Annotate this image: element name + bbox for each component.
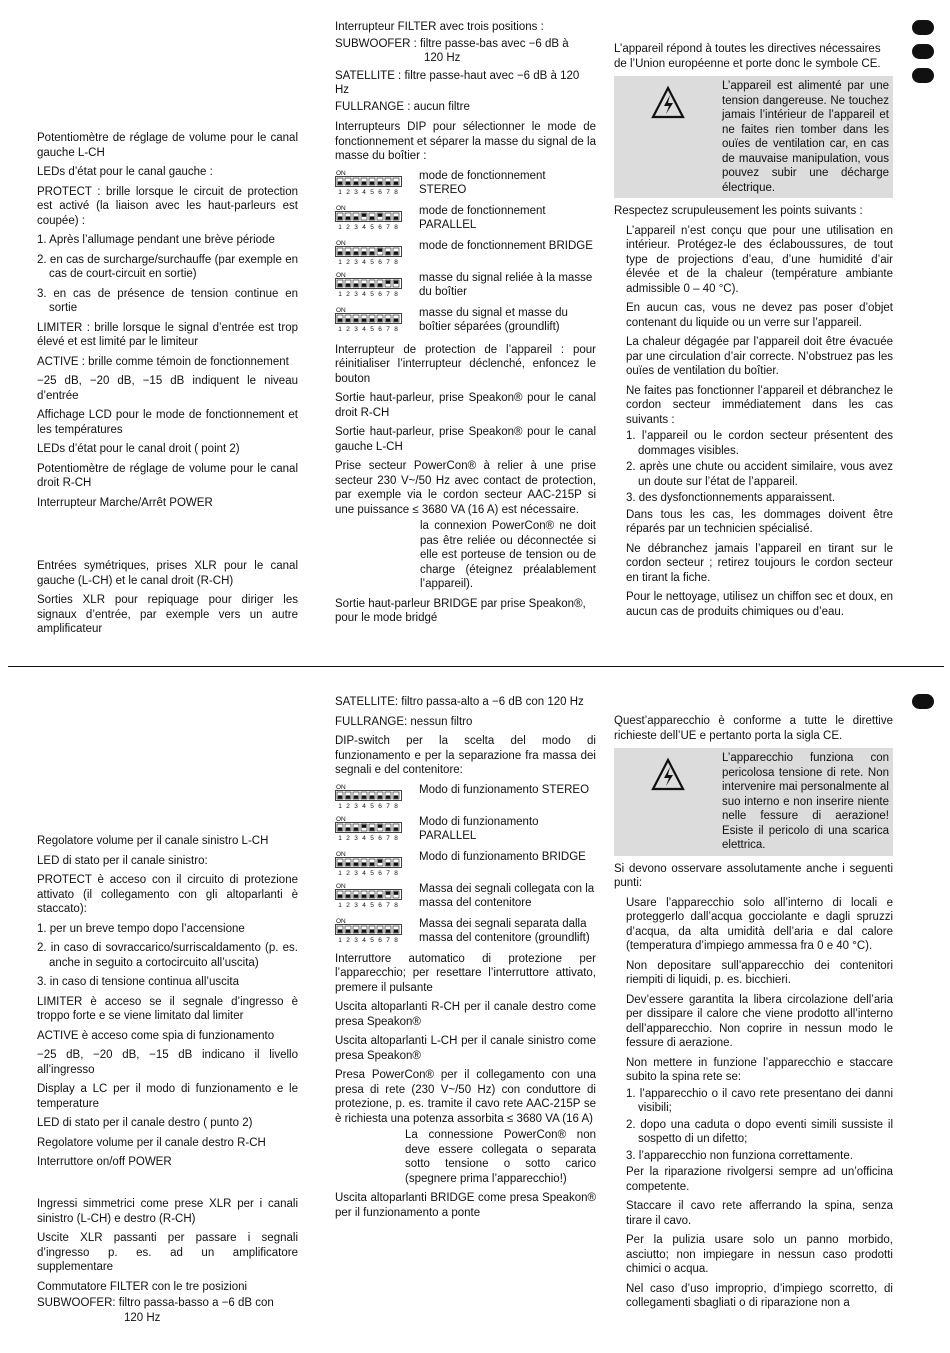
dip-number: 3 <box>354 802 358 809</box>
dip-number: 2 <box>346 223 350 230</box>
list-item: Ne faites pas fonctionner l’appareil et débranchez le cordon secteur immédiatement dans les cas suivants : <box>626 384 893 426</box>
dip-on-label: ON <box>336 917 346 925</box>
paragraph: Regolatore volume per il canale sinistro L-CH <box>37 835 269 847</box>
dip-switch-diagram <box>335 850 403 876</box>
dip-switch-diagram <box>335 204 403 230</box>
dip-number: 1 <box>338 869 342 876</box>
paragraph: Sortie haut-parleur BRIDGE par prise Speakon®, pour le mode bridgé <box>335 597 586 624</box>
dip-switch-row <box>335 850 596 876</box>
dip-switch-row <box>335 917 596 946</box>
dip-number: 7 <box>386 290 390 297</box>
list-item: Dev’essere garantita la libera circolazione dell’aria per dissipare il calore che viene prodotto all’interno dell’apparecchio. Non coprire in nessun modo le fessure di aerazione. <box>626 993 893 1049</box>
paragraph: Entrées symétriques, prises XLR pour le canal gauche (L-CH) et le canal droit (R-CH) <box>37 560 298 587</box>
dip-switch-diagram <box>335 917 403 943</box>
dip-number: 3 <box>354 869 358 876</box>
dip-number: 3 <box>354 188 358 195</box>
dip-number: 2 <box>346 188 350 195</box>
dip-number: 6 <box>378 869 382 876</box>
dip-number: 1 <box>338 325 342 332</box>
dip-number: 6 <box>378 188 382 195</box>
paragraph: LIMITER : brille lorsque le signal d’entrée est trop élevé et est limité par le limiteur <box>37 321 298 348</box>
list-item: 3. en cas de présence de tension continue en sortie <box>37 287 298 314</box>
list-item: L’appareil n’est conçu que pour une utilisation en intérieur. Protégez-le des éclaboussures, de tout type de projections d’eau, d’une humidité d’air élevée et de la chaleur (température ambiante admissible 0 – 40 °C). <box>626 224 893 295</box>
dip-number: 5 <box>370 802 374 809</box>
paragraph: Display a LC per il modo di funzionamento e le temperature <box>37 1083 298 1110</box>
dip-number: 7 <box>386 325 390 332</box>
list-item: 3. des dysfonctionnements apparaissent. <box>626 492 836 504</box>
dip-label: Massa dei segnali separata dalla massa del contenitore (groundlift) <box>419 917 590 944</box>
dip-number: 5 <box>370 258 374 265</box>
dip-number: 4 <box>362 290 366 297</box>
dip-label: mode de fonctionnement STEREO <box>419 169 546 196</box>
dip-number: 6 <box>378 223 382 230</box>
dip-number: 6 <box>378 802 382 809</box>
dip-number: 2 <box>346 258 350 265</box>
dip-number: 6 <box>378 901 382 908</box>
electric-shock-warning-icon <box>614 79 722 195</box>
paragraph: Potentiomètre de réglage de volume pour le canal droit R-CH <box>37 462 298 489</box>
paragraph: Uscite XLR passanti per passare i segnali d’ingresso p. es. ad un amplificatore supplementare <box>37 1232 298 1273</box>
dip-number: 4 <box>362 258 366 265</box>
list-item: Pour le nettoyage, utilisez un chiffon sec et doux, en aucun cas de produits chimiques ou d’eau. <box>626 591 893 618</box>
dip-number: 3 <box>354 901 358 908</box>
list-item: 1. Après l’allumage pendant une brève période <box>37 234 275 246</box>
dip-label: masse du signal et masse du boîtier séparées (groundlift) <box>419 306 568 333</box>
dip-number: 5 <box>370 325 374 332</box>
dip-number: 2 <box>346 869 350 876</box>
list-item: 1. l’apparecchio o il cavo rete presentano dei danni visibili; <box>626 1087 893 1114</box>
dip-number: 3 <box>354 258 358 265</box>
paragraph: LED di stato per il canale destro ( punto 2) <box>37 1117 253 1129</box>
dip-switch-row <box>335 783 596 809</box>
dip-number: 7 <box>386 258 390 265</box>
list-item: 1. l’appareil ou le cordon secteur présentent des dommages visibles. <box>626 430 893 457</box>
dip-number: 1 <box>338 802 342 809</box>
dip-number: 7 <box>386 901 390 908</box>
dip-switch-row <box>335 204 596 233</box>
dip-number: 6 <box>378 834 382 841</box>
paragraph: Si devono osservare assolutamente anche i seguenti punti: <box>614 862 893 889</box>
paragraph: Affichage LCD pour le mode de fonctionnement et les températures <box>37 409 298 436</box>
dip-switch-row <box>335 169 596 198</box>
dip-on-label: ON <box>336 850 346 858</box>
safety-list <box>614 224 893 620</box>
dip-number: 1 <box>338 901 342 908</box>
list-item: Non depositare sull’apparecchio dei contenitori riempiti di liquidi, p. es. bicchieri. <box>626 959 893 986</box>
paragraph: PROTECT è acceso con il circuito di protezione attivato (il collegamento con gli altoparlanti è staccato): <box>37 874 298 915</box>
dip-number: 3 <box>354 834 358 841</box>
dip-number: 4 <box>362 223 366 230</box>
dip-number: 1 <box>338 188 342 195</box>
dip-number: 5 <box>370 223 374 230</box>
dip-label: Modo di funzionamento BRIDGE <box>419 850 586 863</box>
list-item: 2. in caso di sovraccarico/surriscaldamento (p. es. anche in seguito a cortocircuito all’uscita) <box>37 942 298 969</box>
dip-label: mode de fonctionnement PARALLEL <box>419 204 546 231</box>
dip-on-label: ON <box>336 815 346 823</box>
list-item: Non mettere in funzione l’apparecchio e staccare subito la spina rete se: <box>626 1056 893 1083</box>
dip-switch-row <box>335 882 596 911</box>
dip-number: 4 <box>362 936 366 943</box>
paragraph: Sortie haut-parleur, prise Speakon® pour le canal gauche L-CH <box>335 426 596 453</box>
dip-number: 3 <box>354 936 358 943</box>
paragraph: Sorties XLR pour repiquage pour diriger les signaux d’entrée, par exemple vers un autre amplificateur <box>37 594 298 635</box>
dip-number: 1 <box>338 258 342 265</box>
warning-box <box>614 76 893 198</box>
paragraph: SUBWOOFER: filtro passa-basso a −6 dB con <box>37 1297 274 1309</box>
dip-number: 1 <box>338 936 342 943</box>
fr-column-3 <box>614 42 893 624</box>
dip-number: 6 <box>378 258 382 265</box>
list-item: 3. l’apparecchio non funziona correttamente. <box>626 1149 853 1162</box>
dip-on-label: ON <box>336 306 346 314</box>
paragraph: PROTECT : brille lorsque le circuit de protection est activé (la liaison avec les haut-parleurs est coupée) : <box>37 185 298 227</box>
paragraph: ACTIVE : brille comme témoin de fonctionnement <box>37 355 289 368</box>
note: la connexion PowerCon® ne doit pas être reliée ou déconnectée si elle est porteuse de tension ou de charge (éteignez préalablement l’appareil). <box>420 520 596 590</box>
warning-box <box>614 748 893 856</box>
dip-on-label: ON <box>336 239 346 247</box>
dip-number: 7 <box>386 188 390 195</box>
paragraph: SUBWOOFER : filtre passe-bas avec −6 dB à <box>335 37 569 50</box>
paragraph: LED di stato per il canale sinistro: <box>37 854 208 867</box>
paragraph: Respectez scrupuleusement les points suivants : <box>614 205 863 217</box>
note: La connessione PowerCon® non deve essere collegata o separata sotto tensione o sotto carico (spegnere prima l’apparecchio!) <box>405 1129 596 1185</box>
paragraph: Interrupteurs DIP pour sélectionner le mode de fonctionnement et séparer la masse du signal de la masse du boîtier : <box>335 121 596 162</box>
dip-on-label: ON <box>336 204 346 212</box>
warning-text: L’appareil est alimenté par une tension dangereuse. Ne touchez jamais l’intérieur de l’appareil et ne faites rien tomber dans les ouïes de ventilation car, en cas de mauvaise manipulation, vous pouvez subir une décharge électrique. <box>722 80 889 194</box>
paragraph: Uscita altoparlanti R-CH per il canale destro come presa Speakon® <box>335 1001 596 1028</box>
dip-on-label: ON <box>336 882 346 890</box>
dip-number: 2 <box>346 901 350 908</box>
paragraph: Interruttore on/off POWER <box>37 1156 172 1168</box>
paragraph: FULLRANGE: nessun filtro <box>335 715 473 728</box>
dip-switch-row <box>335 271 596 300</box>
dip-number: 3 <box>354 223 358 230</box>
paragraph: Interrupteur Marche/Arrêt POWER <box>37 496 213 509</box>
dip-number: 3 <box>354 290 358 297</box>
dip-number: 8 <box>394 802 398 809</box>
paragraph: Dans tous les cas, les dommages doivent être réparés par un technicien spécialisé. <box>626 508 893 535</box>
list-item: Nel caso d’uso improprio, d’impiego scorretto, di collegamenti sbagliati o di riparazione non a <box>626 1282 893 1309</box>
dip-number: 5 <box>370 936 374 943</box>
dip-number: 4 <box>362 869 366 876</box>
paragraph: Interrupteur FILTER avec trois positions : <box>335 21 544 33</box>
dip-number: 8 <box>394 290 398 297</box>
list-item: Ne débranchez jamais l’appareil en tirant sur le cordon secteur ; retirez toujours le cordon secteur en tirant la fiche. <box>626 542 893 584</box>
safety-list <box>614 896 893 1311</box>
dip-switch-diagram <box>335 783 403 809</box>
dip-number: 1 <box>338 834 342 841</box>
list-item: 3. in caso di tensione continua all’uscita <box>37 976 240 988</box>
paragraph: Quest’apparecchio è conforme a tutte le direttive richieste dell’UE e pertanto porta la sigla CE. <box>614 715 893 742</box>
paragraph: Uscita altoparlanti BRIDGE come presa Speakon® per il funzionamento a ponte <box>335 1192 596 1219</box>
dip-number: 1 <box>338 290 342 297</box>
fr-column-1 <box>37 131 298 515</box>
dip-number: 7 <box>386 936 390 943</box>
dip-number: 8 <box>394 188 398 195</box>
dip-number: 4 <box>362 834 366 841</box>
dip-on-label: ON <box>336 783 346 791</box>
language-tab-badge <box>912 68 934 83</box>
it-column-1-bottom <box>37 1197 298 1330</box>
dip-number: 4 <box>362 188 366 195</box>
paragraph: Interrupteur de protection de l’appareil : pour réinitialiser l’interrupteur déclenché, enfoncez le bouton <box>335 343 596 385</box>
dip-number: 5 <box>370 869 374 876</box>
dip-switch-diagram <box>335 882 403 908</box>
language-tab-badge <box>912 20 934 35</box>
dip-number: 5 <box>370 290 374 297</box>
fr-column-1-bottom <box>37 559 298 642</box>
dip-number: 7 <box>386 802 390 809</box>
dip-switch-row <box>335 815 596 844</box>
dip-switch-diagram <box>335 815 403 841</box>
paragraph: ACTIVE è acceso come spia di funzionamento <box>37 1029 275 1042</box>
dip-number: 4 <box>362 325 366 332</box>
list-item: Per la pulizia usare solo un panno morbido, asciutto; non impiegare in nessun caso prodotti chimici o acqua. <box>626 1234 893 1275</box>
dip-number: 2 <box>346 325 350 332</box>
language-tab-badge <box>912 44 934 59</box>
dip-number: 2 <box>346 290 350 297</box>
dip-label: Modo di funzionamento STEREO <box>419 783 590 796</box>
paragraph: Uscita altoparlanti L-CH per il canale sinistro come presa Speakon® <box>335 1035 596 1062</box>
paragraph: Ingressi simmetrici come prese XLR per i canali sinistro (L-CH) e destro (R-CH) <box>37 1198 298 1225</box>
paragraph: Presa PowerCon® per il collegamento con una presa di rete (230 V~/50 Hz) con conduttore di protezione, p. es. tramite il cavo rete AAC-215P se è richiesta una potenza assorbita ≤ 3680 VA (16 A) <box>335 1069 596 1125</box>
paragraph: LIMITER è acceso se il segnale d’ingresso è troppo forte e se viene limitato dal limiter <box>37 995 298 1022</box>
dip-number: 6 <box>378 290 382 297</box>
paragraph: Potentiomètre de réglage de volume pour le canal gauche L-CH <box>37 132 298 159</box>
dip-switch-diagram <box>335 306 403 332</box>
paragraph: −25 dB, −20 dB, −15 dB indicano il livello all’ingresso <box>37 1049 298 1076</box>
dip-switch-diagram <box>335 169 403 195</box>
dip-label: mode de fonctionnement BRIDGE <box>419 239 593 252</box>
dip-number: 8 <box>394 834 398 841</box>
dip-switch-row <box>335 306 596 335</box>
dip-number: 6 <box>378 325 382 332</box>
dip-number: 8 <box>394 869 398 876</box>
it-column-2 <box>335 695 596 1225</box>
dip-number: 4 <box>362 901 366 908</box>
paragraph: Sortie haut-parleur, prise Speakon® pour le canal droit R-CH <box>335 392 596 419</box>
paragraph: 120 Hz <box>424 52 461 64</box>
dip-number: 6 <box>378 936 382 943</box>
list-item: La chaleur dégagée par l’appareil doit être évacuée par une circulation d’air correcte. N’obstruez pas les ouïes de ventilation du boîtier. <box>626 336 893 377</box>
paragraph: SATELLITE: filtro passa-alto a −6 dB con 120 Hz <box>335 696 584 708</box>
it-column-3 <box>614 714 893 1316</box>
dip-number: 1 <box>338 223 342 230</box>
dip-number: 4 <box>362 802 366 809</box>
list-item: 2. en cas de surcharge/surchauffe (par exemple en cas de court-circuit en sortie) <box>37 253 298 280</box>
dip-number: 2 <box>346 834 350 841</box>
section-divider <box>8 666 944 667</box>
paragraph: Prise secteur PowerCon® à relier à une prise secteur 230 V~/50 Hz avec contact de protection, par exemple via le cordon secteur AAC-215P si une puissance ≤ 3680 VA (16 A) est nécessaire. <box>335 460 596 516</box>
dip-number: 8 <box>394 936 398 943</box>
dip-number: 8 <box>394 223 398 230</box>
dip-on-label: ON <box>336 271 346 279</box>
dip-number: 2 <box>346 936 350 943</box>
list-item: 2. dopo una caduta o dopo eventi simili sussiste il sospetto di un difetto; <box>626 1118 893 1145</box>
dip-number: 2 <box>346 802 350 809</box>
dip-number: 5 <box>370 188 374 195</box>
list-item: 2. après une chute ou accident similaire, vous avez un doute sur l’état de l’appareil. <box>626 461 893 488</box>
dip-switch-diagram <box>335 239 403 265</box>
paragraph: DIP-switch per la scelta del modo di funzionamento e per la separazione fra massa dei segnali e del contenitore: <box>335 735 596 776</box>
paragraph: Commutatore FILTER con le tre posizioni <box>37 1280 248 1293</box>
list-item: Staccare il cavo rete afferrando la spina, senza tirare il cavo. <box>626 1200 893 1227</box>
dip-on-label: ON <box>336 169 346 177</box>
list-item: 1. per un breve tempo dopo l’accensione <box>37 922 245 935</box>
paragraph: L’appareil répond à toutes les directives nécessaires de l’Union européenne et porte donc le symbole CE. <box>614 43 881 70</box>
paragraph: FULLRANGE : aucun filtre <box>335 100 470 113</box>
dip-switch-diagram <box>335 271 403 297</box>
paragraph: 120 Hz <box>124 1311 161 1324</box>
dip-label: masse du signal reliée à la masse du boîtier <box>419 271 593 298</box>
paragraph: LEDs d’état pour le canal gauche : <box>37 166 213 178</box>
electric-shock-warning-icon <box>614 751 722 853</box>
it-column-1 <box>37 834 298 1175</box>
warning-text: L’apparecchio funziona con pericolosa tensione di rete. Non intervenire mai personalmente al suo interno e non inserire niente nelle fessure di aerazione! Esiste il pericolo di una scarica elettrica. <box>722 752 889 851</box>
dip-number: 7 <box>386 223 390 230</box>
dip-label: Massa dei segnali collegata con la massa del contenitore <box>419 882 595 909</box>
list-item: En aucun cas, vous ne devez pas poser d’objet contenant du liquide ou un verre sur l’appareil. <box>626 302 893 329</box>
dip-number: 7 <box>386 869 390 876</box>
paragraph: Per la riparazione rivolgersi sempre ad un’officina competente. <box>626 1166 893 1193</box>
paragraph: Interruttore automatico di protezione per l’apparecchio; per resettare l’interruttore attivato, premere il pulsante <box>335 952 596 994</box>
paragraph: LEDs d’état pour le canal droit ( point 2) <box>37 443 240 455</box>
dip-label: Modo di funzionamento PARALLEL <box>419 815 539 842</box>
dip-number: 5 <box>370 901 374 908</box>
dip-number: 7 <box>386 834 390 841</box>
dip-number: 3 <box>354 325 358 332</box>
paragraph: −25 dB, −20 dB, −15 dB indiquent le niveau d’entrée <box>37 375 298 402</box>
dip-number: 5 <box>370 834 374 841</box>
dip-switch-row <box>335 239 596 265</box>
fr-column-2 <box>335 20 596 631</box>
list-item: Usare l’apparecchio solo all’interno di locali e proteggerlo dall’acqua gocciolante e dagli spruzzi d’acqua, da alta umidità dell’aria e dal calore (temperatura d’impiego ammessa fra 0 e 40 °C). <box>626 896 893 952</box>
dip-number: 8 <box>394 258 398 265</box>
dip-number: 8 <box>394 325 398 332</box>
dip-number: 8 <box>394 901 398 908</box>
paragraph: Regolatore volume per il canale destro R-CH <box>37 1136 266 1149</box>
language-tab-badge <box>912 694 934 709</box>
paragraph: SATELLITE : filtre passe-haut avec −6 dB à 120 Hz <box>335 69 580 96</box>
